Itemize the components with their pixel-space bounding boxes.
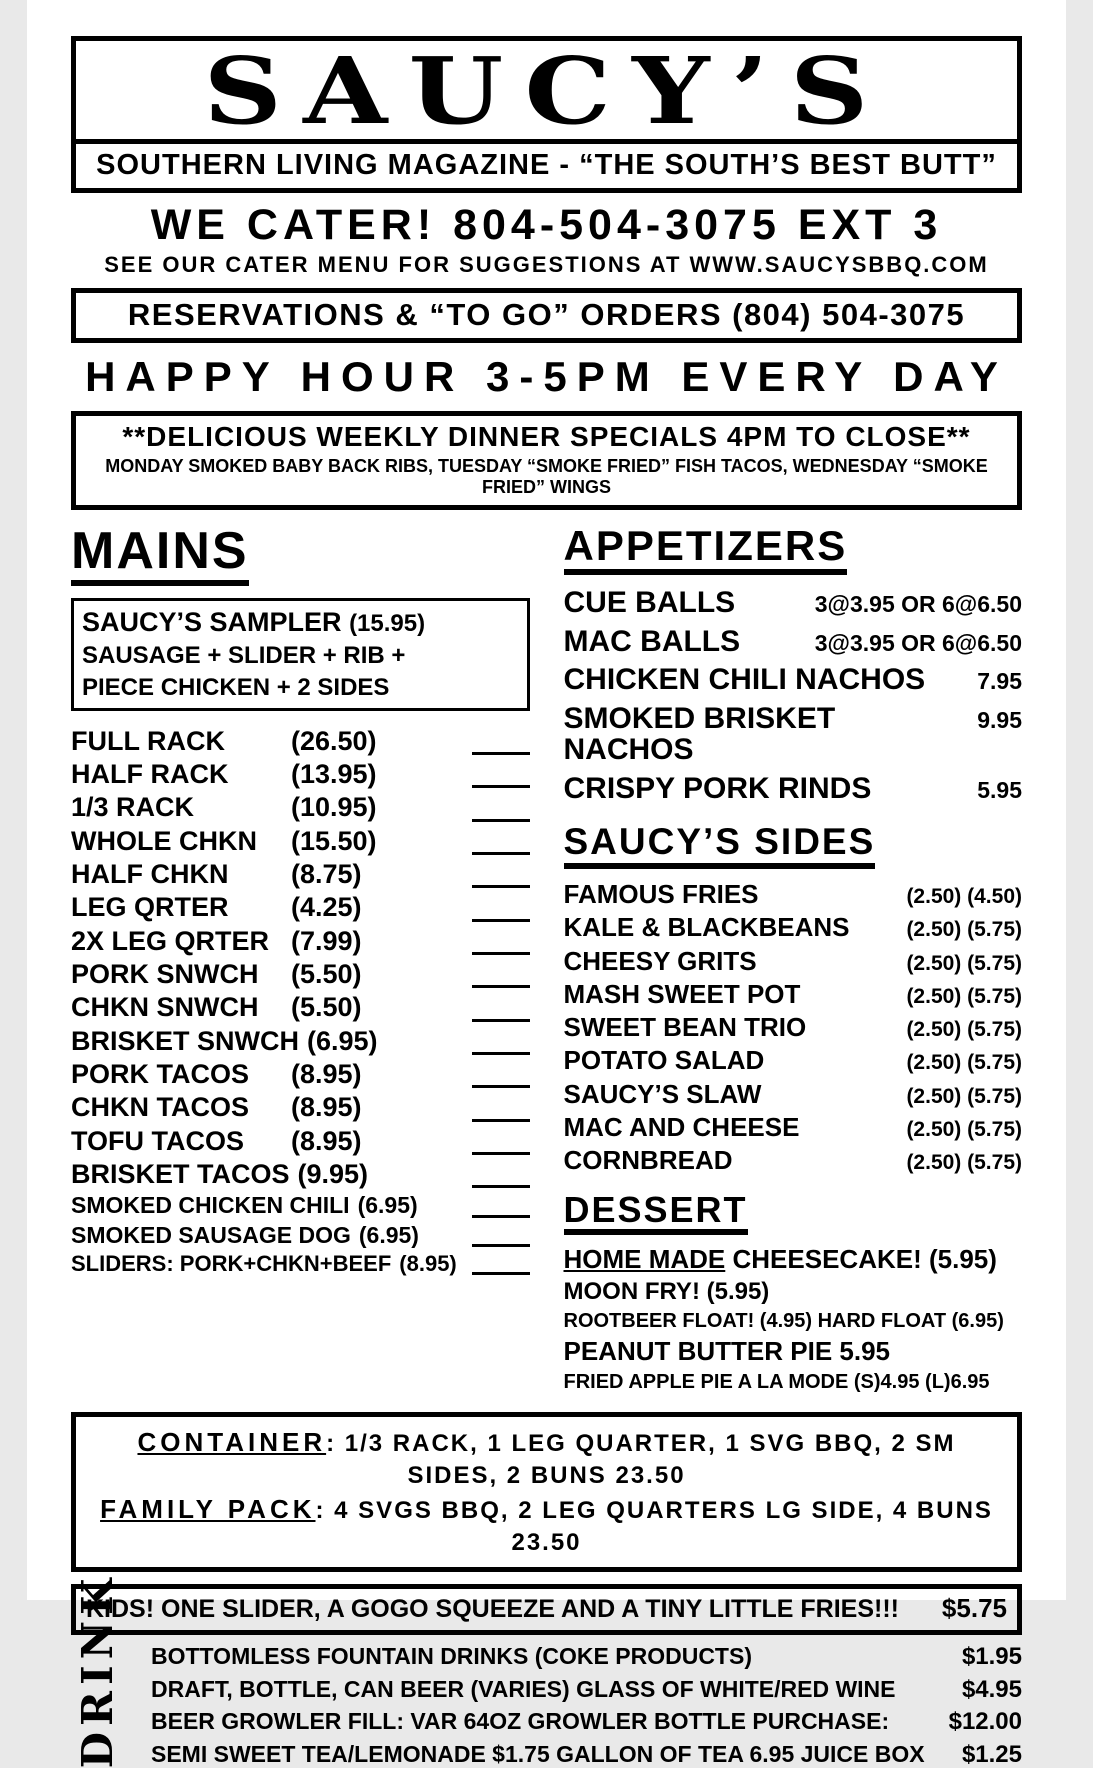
item-name: SLIDERS: PORK+CHKN+BEEF <box>71 1250 392 1276</box>
item-price: (6.95) <box>357 1192 418 1219</box>
sides-heading: SAUCY’S SIDES <box>564 823 876 869</box>
item-name: SMOKED CHICKEN CHILI <box>71 1192 350 1219</box>
header-box <box>71 36 1022 193</box>
menu-page <box>27 0 1066 1768</box>
write-in-line <box>472 980 530 988</box>
side-item-row <box>564 1014 1023 1041</box>
appetizer-item-row <box>564 703 1023 766</box>
pack-label: FAMILY PACK <box>100 1493 316 1524</box>
side-item-row <box>563 1078 1023 1109</box>
side-item-row <box>563 945 1023 976</box>
appetizer-item-row <box>564 773 1023 805</box>
mains-item-row <box>71 1193 530 1217</box>
item-price: (6.95) <box>358 1221 419 1248</box>
item-name: MAC BALLS <box>563 624 741 658</box>
mains-item-row <box>71 1127 530 1155</box>
sampler-name: SAUCY’S SAMPLER <box>82 606 342 637</box>
appetizers-heading: APPETIZERS <box>564 524 848 575</box>
write-in-line <box>472 814 530 822</box>
write-in-line <box>472 847 530 855</box>
drink-price: $4.95 <box>961 1675 1022 1703</box>
write-in-line <box>472 947 530 955</box>
dessert-list <box>564 1245 1023 1393</box>
mains-item-row <box>71 727 530 755</box>
kids-banner <box>71 1584 1022 1635</box>
item-price: (2.50) (5.75) <box>906 951 1022 975</box>
item-price: (8.95) <box>291 1059 362 1090</box>
mains-column <box>71 524 530 1398</box>
mains-item-row <box>71 1160 530 1188</box>
item-price: (13.95) <box>291 758 377 789</box>
tagline: SOUTHERN LIVING MAGAZINE - “THE SOUTH’S BEST BUTT” <box>76 139 1017 188</box>
item-name: FULL RACK <box>71 725 225 756</box>
menu-columns <box>71 524 1022 1398</box>
drink-row <box>151 1643 1022 1671</box>
dessert-item-text: CHEESECAKE! (5.95) <box>725 1244 997 1275</box>
sampler-title-line <box>82 607 519 638</box>
mains-item-row <box>71 1252 530 1275</box>
cater-sub-line: SEE OUR CATER MENU FOR SUGGESTIONS AT WWW.SAUCYSBBQ.COM <box>104 252 989 277</box>
mains-item-row <box>71 827 530 855</box>
item-price: (8.75) <box>291 858 362 889</box>
mains-item-row <box>71 927 530 955</box>
drink-price: $12.00 <box>948 1708 1022 1736</box>
pack-entry <box>94 1493 999 1558</box>
pack-text: : 4 SVGS BBQ, 2 LEG QUARTERS LG SIDE, 4 BUNS 23.50 <box>315 1496 993 1556</box>
mains-item-row <box>71 893 530 921</box>
mains-item-row <box>71 1060 530 1088</box>
happy-hour-line: HAPPY HOUR 3-5PM EVERY DAY <box>85 353 1008 400</box>
item-price: (2.50) (5.75) <box>906 984 1022 1008</box>
item-price: (10.95) <box>291 792 377 823</box>
kids-price: $5.75 <box>941 1592 1007 1623</box>
side-item-row <box>563 978 1023 1009</box>
dessert-item-text: MOON FRY! (5.95) <box>563 1278 770 1305</box>
mains-list <box>71 727 530 1275</box>
pack-entry <box>94 1426 999 1491</box>
item-price: (2.50) (4.50) <box>906 884 1022 908</box>
item-name: PORK TACOS <box>71 1059 250 1090</box>
sampler-box <box>71 598 530 711</box>
item-name: CUE BALLS <box>563 586 736 620</box>
item-price: (5.50) <box>291 992 362 1023</box>
item-price: 3@3.95 OR 6@6.50 <box>814 629 1022 656</box>
side-item-row <box>564 1147 1023 1174</box>
drink-row <box>151 1708 1022 1736</box>
appetizer-item-row <box>564 587 1023 619</box>
item-name: BRISKET SNWCH <box>71 1025 299 1056</box>
item-name: SAUCY’S SLAW <box>563 1078 762 1109</box>
drink-price: $1.25 <box>961 1740 1022 1768</box>
item-name: 2X LEG QRTER <box>71 925 270 956</box>
drink-text: DRAFT, BOTTLE, CAN BEER (VARIES) GLASS OF WHITE/RED WINE <box>151 1675 896 1702</box>
drink-text: BEER GROWLER FILL: VAR 64OZ GROWLER BOTTLE PURCHASE: <box>151 1708 890 1735</box>
mains-item-row <box>71 960 530 988</box>
write-in-line <box>472 1047 530 1055</box>
mains-item-row <box>71 860 530 888</box>
item-name: POTATO SALAD <box>563 1045 765 1076</box>
packs-box <box>71 1412 1022 1572</box>
dessert-item-line <box>564 1245 1023 1274</box>
item-price: 7.95 <box>977 668 1022 695</box>
item-name: PORK SNWCH <box>71 959 259 989</box>
reservations-banner: RESERVATIONS & “TO GO” ORDERS (804) 504-3075 <box>71 288 1022 343</box>
item-name: CHKN TACOS <box>71 1092 249 1123</box>
write-in-line <box>472 1114 530 1122</box>
mains-item-row <box>71 1223 530 1247</box>
specials-title: **DELICIOUS WEEKLY DINNER SPECIALS 4PM TO CLOSE** <box>122 421 971 452</box>
mains-item-row <box>71 793 530 821</box>
dessert-item-line <box>564 1279 1023 1305</box>
item-name: HALF RACK <box>71 758 229 789</box>
item-price: 5.95 <box>977 776 1022 803</box>
item-price: (15.50) <box>291 825 377 856</box>
item-price: (26.50) <box>291 725 377 756</box>
dessert-item-line <box>564 1337 1023 1366</box>
drink-row <box>151 1741 1022 1768</box>
write-in-line <box>472 1080 530 1088</box>
write-in-line <box>472 1267 530 1275</box>
drinks-vertical-label: DRINK <box>73 1572 122 1768</box>
item-name: SMOKED SAUSAGE DOG <box>71 1221 351 1248</box>
item-name: MAC AND CHEESE <box>563 1112 800 1143</box>
specials-banner <box>71 411 1022 510</box>
item-name: CHICKEN CHILI NACHOS <box>563 663 926 697</box>
item-price: (8.95) <box>291 1125 362 1156</box>
write-in-line <box>472 780 530 788</box>
item-name: KALE & BLACKBEANS <box>563 912 850 943</box>
write-in-line <box>472 880 530 888</box>
item-price: (8.95) <box>399 1250 457 1276</box>
mains-item-row <box>71 993 530 1021</box>
appetizer-item-row <box>564 664 1023 696</box>
cater-line: WE CATER! 804-504-3075 EXT 3 <box>150 201 943 249</box>
item-name: SMOKED BRISKET NACHOS <box>563 701 836 767</box>
item-price: (5.50) <box>291 959 362 989</box>
dessert-item-underlined: HOME MADE <box>563 1244 726 1275</box>
item-price: (2.50) (5.75) <box>906 1151 1022 1175</box>
sampler-price: (15.95) <box>349 609 426 637</box>
write-in-line <box>472 747 530 755</box>
item-name: FAMOUS FRIES <box>563 878 759 909</box>
dessert-item-text: FRIED APPLE PIE A LA MODE (S)4.95 (L)6.95 <box>563 1370 990 1393</box>
item-price: 9.95 <box>977 706 1022 733</box>
side-item-row <box>564 1047 1023 1074</box>
item-price: (9.95) <box>297 1159 369 1190</box>
dessert-item-text: ROOTBEER FLOAT! (4.95) HARD FLOAT (6.95) <box>563 1310 1004 1333</box>
drink-row <box>151 1676 1022 1704</box>
item-name: WHOLE CHKN <box>71 825 257 856</box>
appetizers-list <box>564 587 1023 804</box>
item-name: HALF CHKN <box>71 858 229 889</box>
kids-text: KIDS! ONE SLIDER, A GOGO SQUEEZE AND A TINY LITTLE FRIES!!! <box>86 1594 899 1623</box>
dessert-item-line <box>564 1371 1023 1393</box>
pack-label: CONTAINER <box>137 1426 327 1457</box>
mains-item-row <box>71 1027 530 1055</box>
item-price: (2.50) (5.75) <box>906 918 1022 942</box>
mains-item-row <box>71 1093 530 1121</box>
item-price: (2.50) (5.75) <box>906 1118 1022 1142</box>
sampler-desc-1: SAUSAGE + SLIDER + RIB + <box>82 641 406 669</box>
item-price: (2.50) (5.75) <box>906 1084 1022 1108</box>
write-in-line <box>472 1180 530 1188</box>
write-in-line <box>472 1210 530 1218</box>
item-name: CRISPY PORK RINDS <box>563 771 872 805</box>
item-name: CHKN SNWCH <box>71 992 259 1023</box>
item-name: 1/3 RACK <box>71 792 195 823</box>
item-name: CORNBREAD <box>563 1145 733 1176</box>
item-price: (7.99) <box>291 925 362 956</box>
item-price: (4.25) <box>291 892 362 923</box>
item-price: (2.50) (5.75) <box>906 1018 1022 1042</box>
right-column <box>564 524 1023 1398</box>
pack-text: : 1/3 RACK, 1 LEG QUARTER, 1 SVG BBQ, 2 SM SIDES, 2 BUNS 23.50 <box>326 1429 956 1489</box>
item-name: CHEESY GRITS <box>563 945 757 976</box>
dessert-item-line <box>564 1310 1023 1332</box>
write-in-line <box>472 1147 530 1155</box>
item-price: (8.95) <box>291 1092 362 1123</box>
drink-text: BOTTOMLESS FOUNTAIN DRINKS (COKE PRODUCTS) <box>151 1642 752 1669</box>
side-item-row <box>564 1114 1023 1141</box>
dessert-item-text: PEANUT BUTTER PIE 5.95 <box>563 1336 891 1367</box>
appetizer-item-row <box>564 626 1023 658</box>
item-name: LEG QRTER <box>71 892 229 923</box>
write-in-line <box>472 1014 530 1022</box>
specials-detail: MONDAY SMOKED BABY BACK RIBS, TUESDAY “SMOKE FRIED” FISH TACOS, WEDNESDAY “SMOKE FRIED” WINGS <box>105 456 988 497</box>
restaurant-title: SAUCY’S <box>203 37 890 145</box>
item-name: BRISKET TACOS <box>71 1159 290 1190</box>
item-name: TOFU TACOS <box>71 1125 244 1156</box>
item-price: (6.95) <box>307 1025 378 1056</box>
write-in-line <box>472 1239 530 1247</box>
item-price: (2.50) (5.75) <box>906 1051 1022 1075</box>
mains-heading: MAINS <box>71 524 249 586</box>
side-item-row <box>563 878 1023 909</box>
dessert-heading: DESSERT <box>564 1191 748 1236</box>
item-price: 3@3.95 OR 6@6.50 <box>814 591 1022 618</box>
item-name: SWEET BEAN TRIO <box>563 1012 807 1043</box>
drinks-list <box>151 1643 1022 1768</box>
drink-text: SEMI SWEET TEA/LEMONADE $1.75 GALLON OF TEA 6.95 JUICE BOX <box>151 1740 925 1767</box>
sampler-desc-2: PIECE CHICKEN + 2 SIDES <box>82 673 390 701</box>
side-item-row <box>564 914 1023 941</box>
drink-price: $1.95 <box>961 1642 1022 1670</box>
sides-list <box>563 878 1023 1176</box>
write-in-line <box>472 914 530 922</box>
mains-item-row <box>71 760 530 788</box>
item-name: MASH SWEET POT <box>563 978 801 1009</box>
